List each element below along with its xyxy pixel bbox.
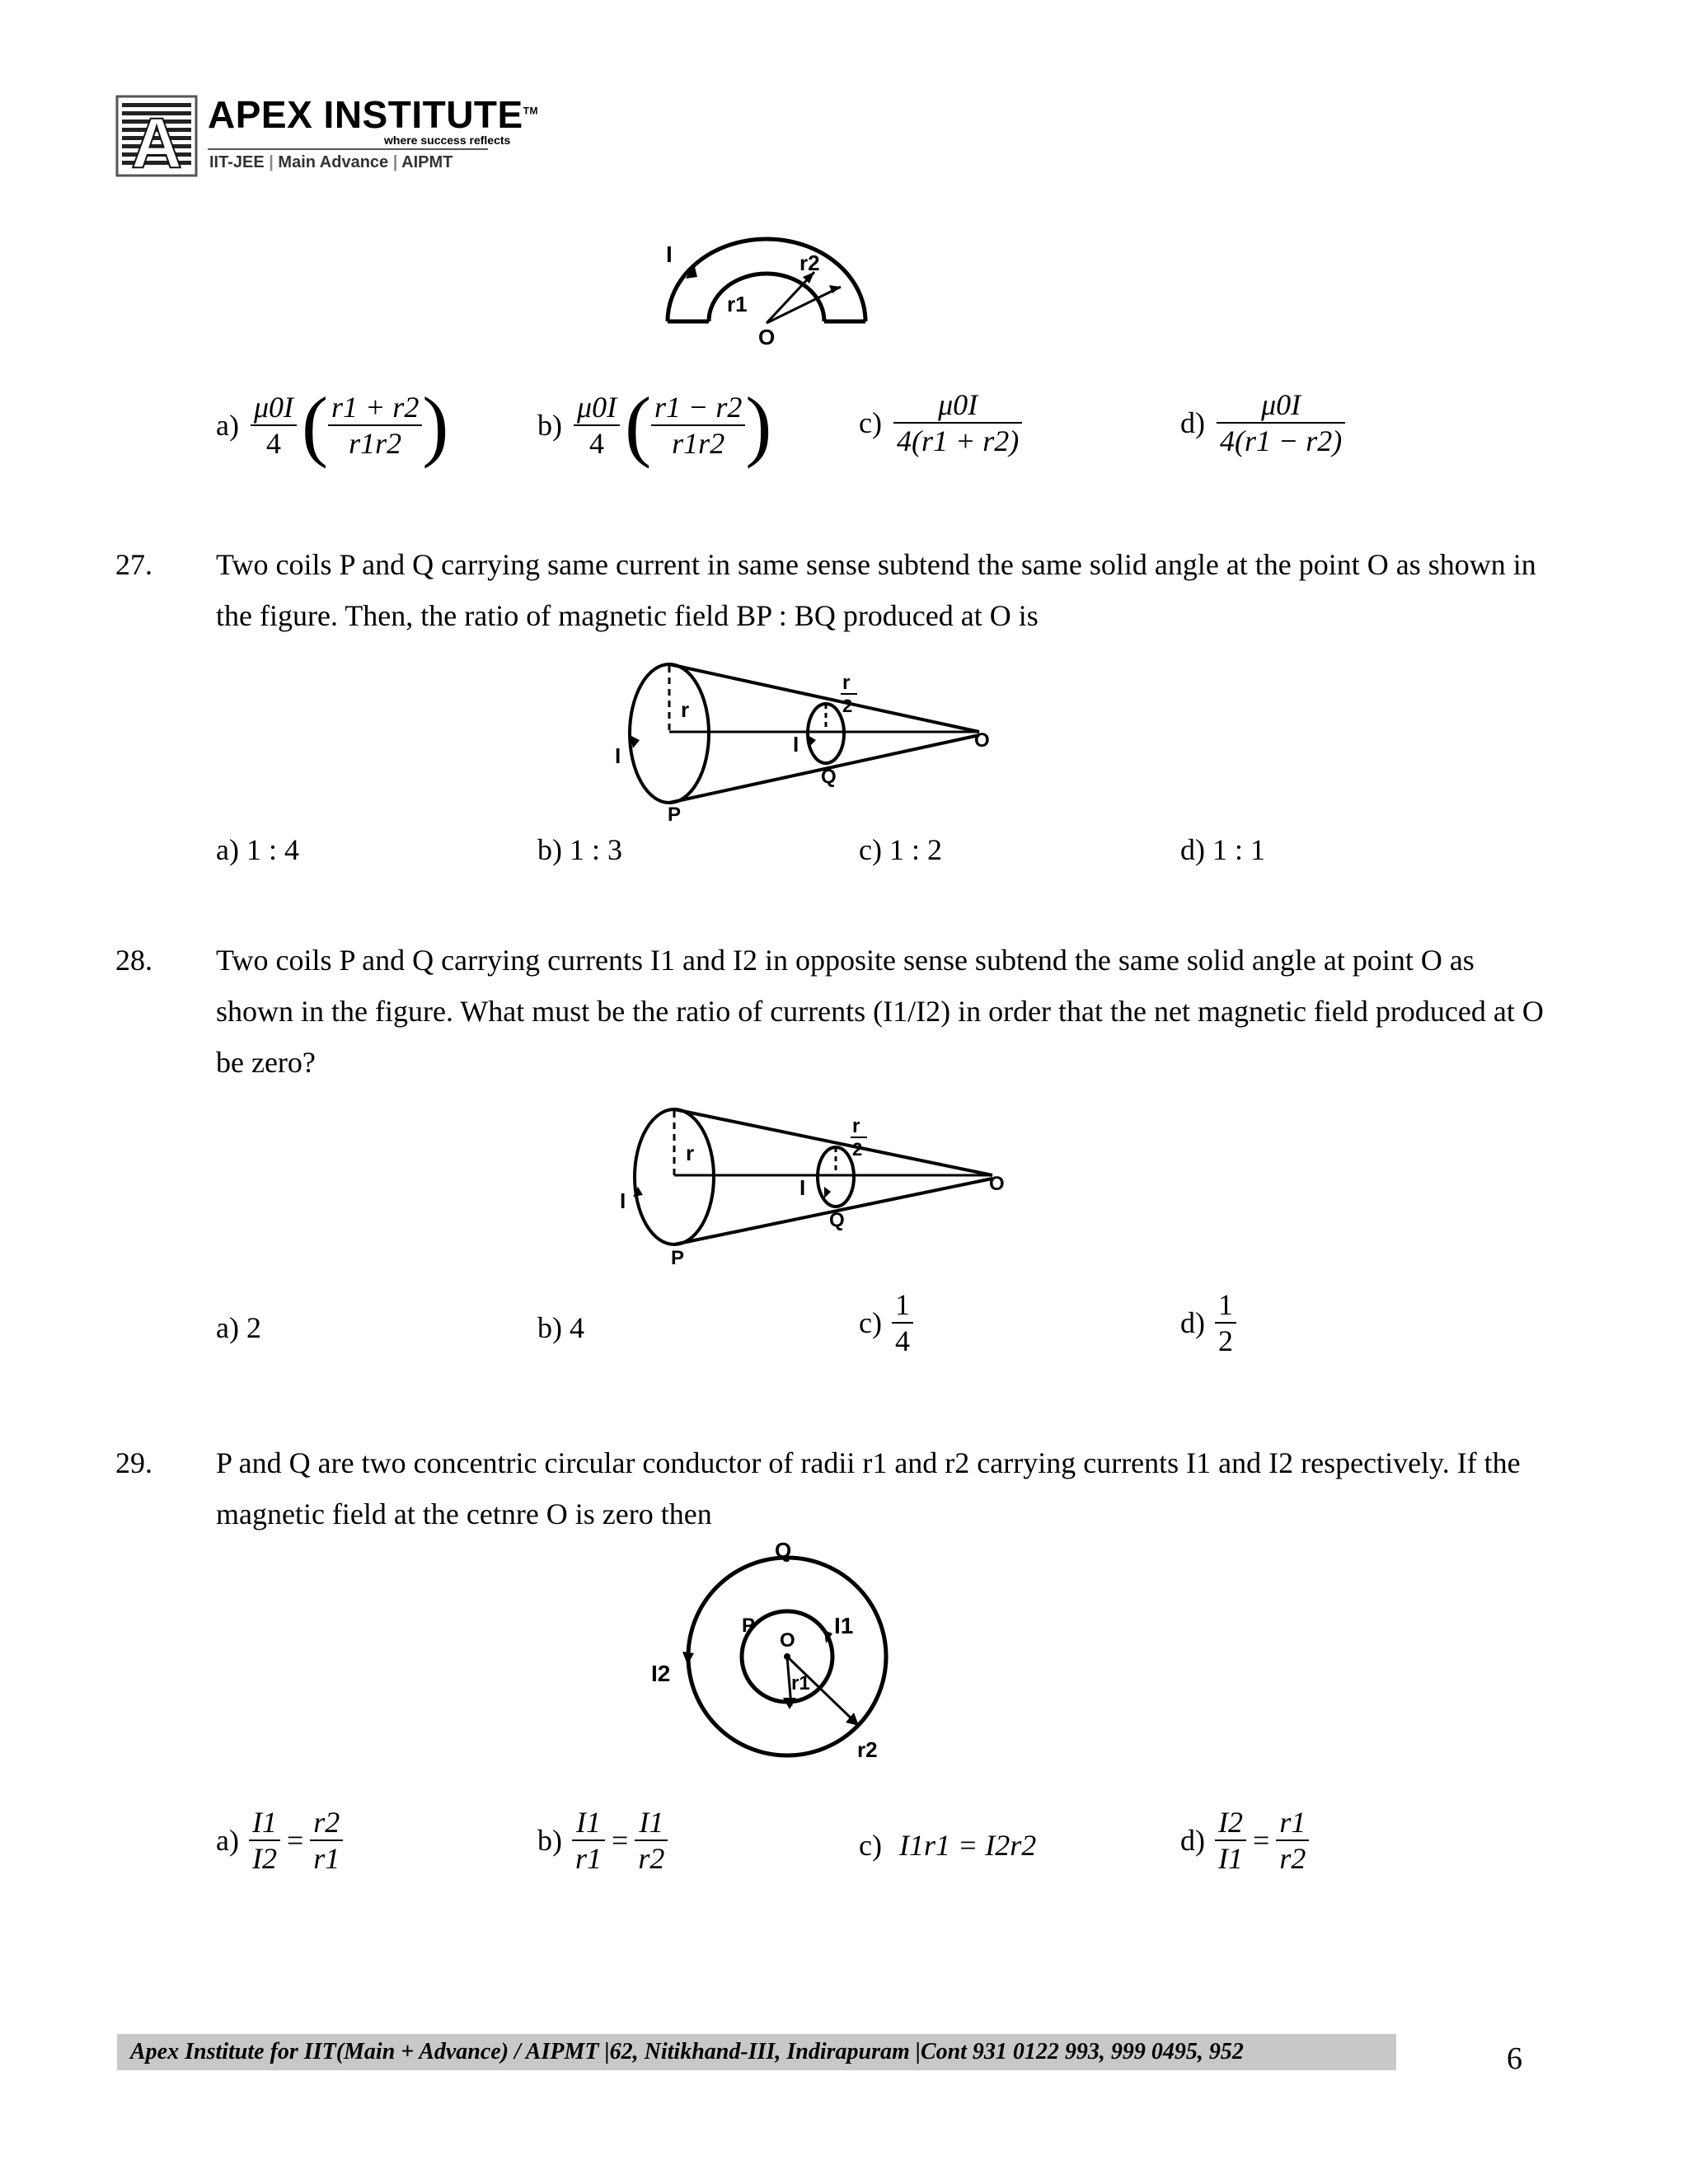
logo-subtitle: IIT-JEE | Main Advance | AIPMT [209,153,453,171]
q29-text-line2: magnetic field at the cetnre O is zero then [216,1497,712,1530]
q29-fig-label-I1: I1 [834,1613,854,1638]
q28-fig-label-half-den: 2 [852,1139,863,1160]
q27-option-d[interactable]: d) 1 : 1 [1180,833,1265,866]
q29-text-line1: P and Q are two concentric circular conductor of radii r1 and r2 carrying currents I1 and I2 respectively. If the [216,1446,1521,1479]
q29-fig-label-r1: r1 [791,1672,810,1694]
q29-fig-label-P: P [742,1615,756,1637]
q28-fig-label-O: O [989,1173,1005,1195]
q29-fig-label-O: O [780,1629,795,1652]
q26-fig-label-O: O [758,325,776,346]
q29-option-d[interactable]: d) $\frac{I2}{I1}$ = $\frac{r1}{r2}$ [1180,1805,1309,1876]
q27-fig-label-P: P [668,804,682,824]
q27-fig-label-half-num: r [842,672,851,694]
q28-text [216,935,1650,1088]
svg-text:A: A [130,104,183,177]
q27-text-line2: the figure. Then, the ratio of magnetic field BP : BQ produced at O is [216,599,1039,632]
logo-divider [208,148,488,150]
q26-fig-label-r2: r2 [799,251,820,275]
q28-fig-label-r: r [686,1141,695,1165]
q28-fig-label-P: P [671,1247,685,1269]
q28-figure [613,1104,1017,1269]
q28-option-b[interactable]: b) 4 [537,1311,584,1344]
q27-figure [610,659,1006,824]
q28-fig-label-half-num: r [852,1115,860,1137]
q26-option-d[interactable]: d) $\frac{\mu 0I}{4(r1 - r2)}$ [1180,387,1345,458]
q27-fig-label-r: r [681,697,690,722]
q27-option-c[interactable]: c) 1 : 2 [859,833,942,866]
q27-fig-label-O: O [974,729,990,752]
q29-fig-label-r2: r2 [857,1737,878,1762]
q28-option-c[interactable]: c) $\frac{1}{4}$ [859,1287,913,1358]
q26-option-b[interactable]: b) $\frac{\mu 0I}{4}$ ( $\frac{r1 - r2}{r1r2}$ ) [537,381,772,469]
q28-text-line3: be zero? [216,1046,316,1079]
q29-figure [651,1541,898,1780]
logo-mark [115,95,198,177]
q26-fig-label-r1: r1 [727,292,748,316]
q27-number: 27. [115,548,152,581]
logo [115,95,198,181]
q28-fig-label-I1: I [620,1188,626,1213]
q26-option-c[interactable]: c) $\frac{\mu 0I}{4(r1 + r2)}$ [859,387,1022,458]
q26-option-a[interactable]: a) $\frac{\mu 0I}{4}$ ( $\frac{r1 + r2}{r1r2}$ ) [216,381,449,469]
q27-option-b[interactable]: b) 1 : 3 [537,833,622,866]
q26-figure [651,223,882,346]
q29-option-b[interactable]: b) $\frac{I1}{r1}$ = $\frac{I1}{r2}$ [537,1805,668,1876]
q27-fig-label-I2: I [793,732,799,757]
q27-option-a[interactable]: a) 1 : 4 [216,833,299,866]
q29-fig-label-Q: Q [775,1541,792,1563]
q28-number: 28. [115,944,152,977]
logo-title: APEX INSTITUTE™ [208,93,539,136]
q29-number: 29. [115,1446,152,1479]
q27-fig-label-half-den: 2 [842,696,853,716]
q29-text [216,1437,1650,1540]
q27-fig-label-Q: Q [821,766,837,788]
q27-text-line1: Two coils P and Q carrying same current in same sense subtend the same solid angle at the point O as shown in [216,548,1536,581]
q27-text [216,539,1650,641]
q29-option-a[interactable]: a) $\frac{I1}{I2}$ = $\frac{r2}{r1}$ [216,1805,343,1876]
q28-fig-label-Q: Q [829,1209,845,1231]
q29-option-c[interactable]: c) I1r1 = I2r2 [859,1829,1037,1862]
q27-fig-label-I1: I [615,743,621,768]
q28-text-line1: Two coils P and Q carrying currents I1 and I2 in opposite sense subtend the same solid angle at point O as [216,944,1475,977]
q28-option-a[interactable]: a) 2 [216,1311,261,1344]
page-number: 6 [1507,2041,1522,2076]
logo-tagline: where success reflects [384,134,511,147]
q28-text-line2: shown in the figure. What must be the ratio of currents (I1/I2) in order that the net magnetic field produced at O [216,995,1544,1028]
q29-fig-label-I2: I2 [651,1661,671,1686]
q28-fig-label-I2: I [799,1175,806,1200]
footer-bar: Apex Institute for IIT(Main + Advance) / AIPMT |62, Nitikhand-III, Indirapuram |Cont 931 0122 993, 999 0495, 952 [117,2034,1396,2070]
q26-fig-label-I: I [666,241,673,267]
q28-option-d[interactable]: d) $\frac{1}{2}$ [1180,1287,1236,1358]
